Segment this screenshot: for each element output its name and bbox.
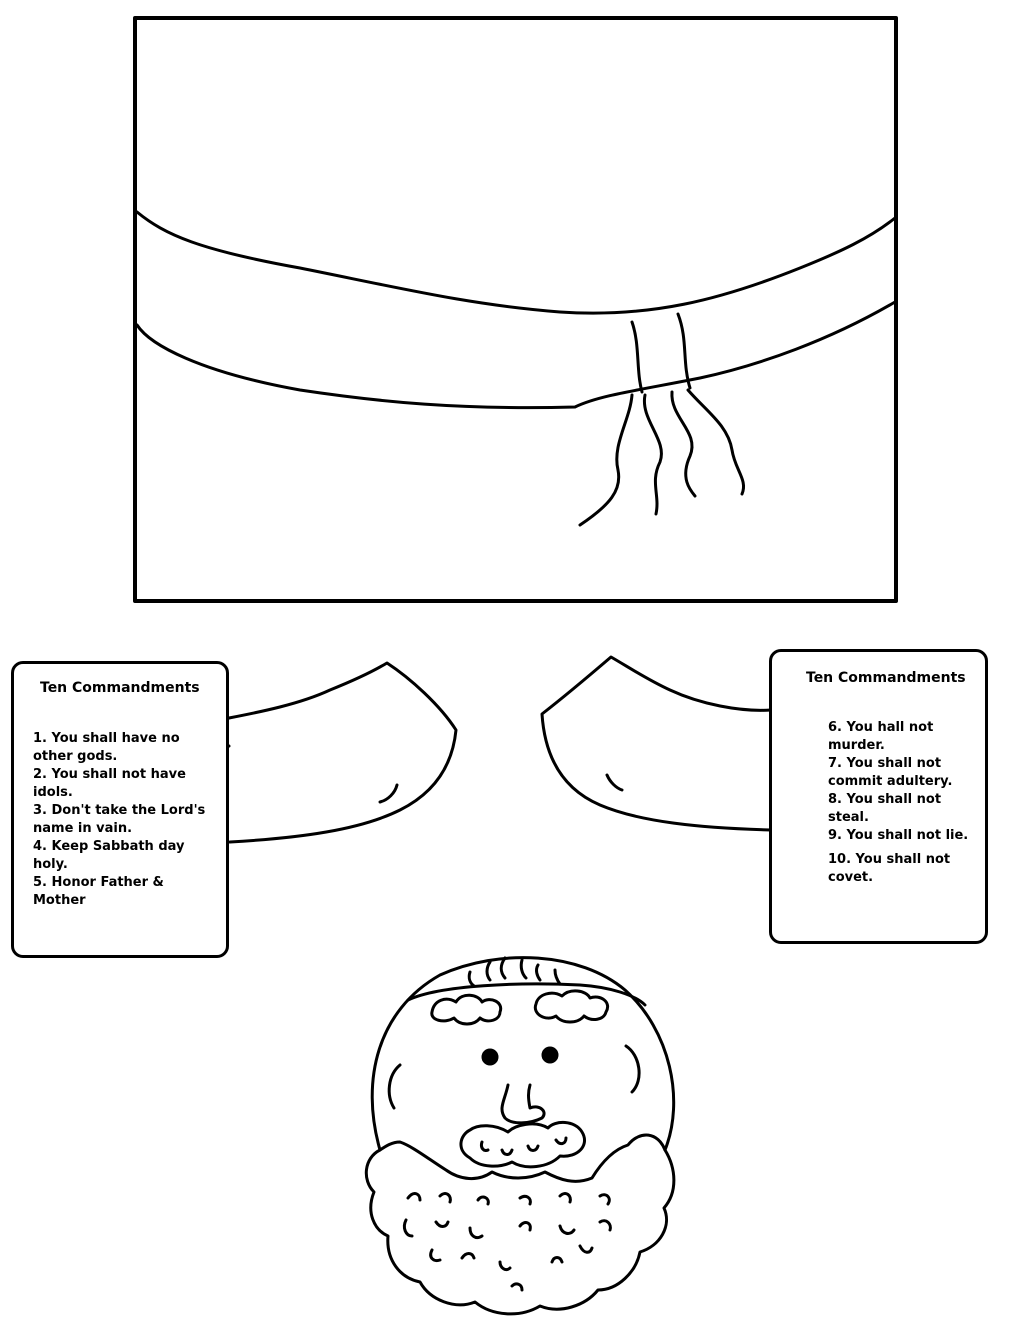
list-item: 9. You shall not lie.: [828, 828, 969, 843]
right-commandments-list: [828, 719, 978, 887]
list-item: 7. You shall not commit adultery.: [828, 756, 953, 789]
right-commandments-tablet: [769, 649, 988, 944]
left-commandments-list: [33, 730, 213, 910]
list-item: 4. Keep Sabbath day holy.: [33, 839, 185, 872]
bearded-face-icon: [366, 958, 674, 1314]
list-item: 2. You shall not have idols.: [33, 767, 186, 800]
right-tablet-title: Ten Commandments: [806, 670, 966, 686]
robe-with-belt-icon: [135, 18, 896, 601]
list-item: 3. Don't take the Lord's name in vain.: [33, 803, 206, 836]
right-arm-icon: [542, 657, 806, 830]
left-arm-icon: [196, 663, 456, 842]
left-tablet-title: Ten Commandments: [40, 680, 200, 696]
list-item: 8. You shall not steal.: [828, 792, 942, 825]
list-item: 1. You shall have no other gods.: [33, 731, 180, 764]
left-commandments-tablet: [11, 661, 229, 958]
list-item: 5. Honor Father & Mother: [33, 875, 164, 908]
list-item: 10. You shall not covet.: [828, 852, 951, 885]
list-item: 6. You hall not murder.: [828, 720, 934, 753]
